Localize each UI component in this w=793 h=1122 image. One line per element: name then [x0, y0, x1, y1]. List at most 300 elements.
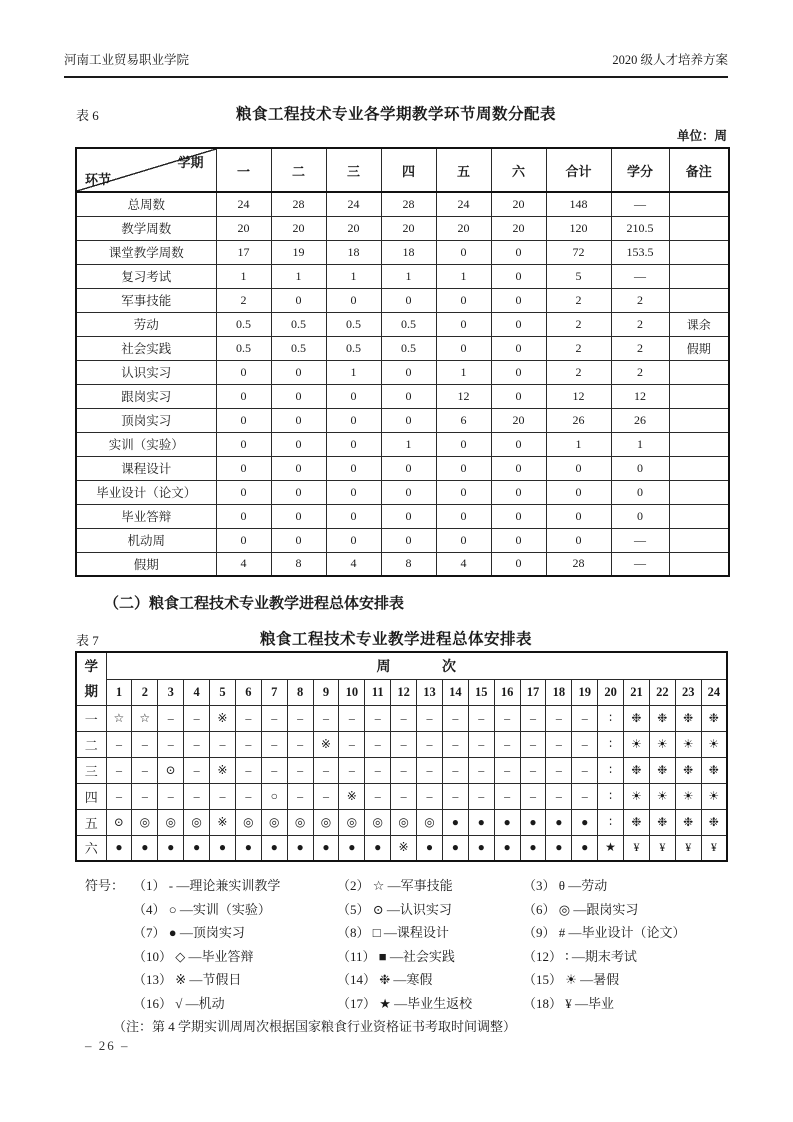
table6-cell: 24 [216, 192, 271, 216]
table6-cell: 0 [381, 408, 436, 432]
table6-cell: 0 [216, 432, 271, 456]
table7-week-symbol-cell: – [391, 783, 417, 809]
table7-week-symbol-cell: – [210, 783, 236, 809]
table7-title: 粮食工程技术专业教学进程总体安排表 [259, 631, 532, 648]
table6-cell: 5 [546, 264, 611, 288]
table6-column-header: 合计 [546, 148, 611, 192]
legend-item: （8） □ —课程设计 [337, 925, 449, 940]
table6-cell: 210.5 [611, 216, 669, 240]
table7-week-symbol-cell: – [235, 757, 261, 783]
table6-cell: 2 [546, 288, 611, 312]
table6-cell: 26 [546, 408, 611, 432]
table6-cell: 0.5 [271, 312, 326, 336]
table7-week-symbol-cell: – [339, 757, 365, 783]
table7-week-symbol-cell: ● [572, 835, 598, 861]
table7-week-symbol-cell: – [106, 783, 132, 809]
table7-week-symbol-cell: – [417, 731, 443, 757]
table6-cell: 0 [436, 336, 491, 360]
table7-week-symbol-cell: – [546, 757, 572, 783]
table6-cell: 0 [271, 384, 326, 408]
table6-cell: 0 [216, 504, 271, 528]
legend-item: （14） ❉ —寒假 [337, 972, 433, 987]
table7-week-symbol-cell: – [520, 757, 546, 783]
legend-prefix [85, 898, 133, 922]
table7-week-symbol-cell: ❉ [701, 809, 727, 835]
table7-week-symbol-cell: – [261, 731, 287, 757]
header-plan-name: 2020 级人才培养方案 [612, 53, 728, 67]
table6-row [76, 312, 729, 336]
table7-week-symbol-cell: ☀ [701, 731, 727, 757]
table6-cell: 1 [326, 264, 381, 288]
table7-week-symbol-cell: ● [261, 835, 287, 861]
table7-week-symbol-cell: ● [313, 835, 339, 861]
table6-cell: 20 [326, 216, 381, 240]
table6-cell: 0 [491, 456, 546, 480]
table7-week-number: 17 [520, 679, 546, 705]
table7-week-number: 13 [417, 679, 443, 705]
table7-week-symbol-cell: – [287, 757, 313, 783]
table6-row-label: 复习考试 [76, 264, 216, 288]
table7-week-symbol-cell: ❉ [649, 757, 675, 783]
table6-cell: 28 [381, 192, 436, 216]
table6-cell: 2 [546, 336, 611, 360]
table6-cell: 0 [546, 480, 611, 504]
table6-row-label: 劳动 [76, 312, 216, 336]
table6-cell: 6 [436, 408, 491, 432]
table7-week-symbol-cell: ❉ [675, 757, 701, 783]
table7-week-symbol-cell: ● [494, 835, 520, 861]
table7-semester-label: 一 [76, 705, 106, 731]
table7-week-symbol-cell: – [391, 757, 417, 783]
table7-week-symbol-cell: – [520, 705, 546, 731]
table6-cell [669, 240, 729, 264]
table6-column-header: 三 [326, 148, 381, 192]
table7-week-symbol-cell: – [132, 783, 158, 809]
table6-caption [64, 102, 728, 124]
table7-week-symbol-cell: ◎ [313, 809, 339, 835]
table6-cell: 0.5 [381, 312, 436, 336]
legend-item: （1） - —理论兼实训教学 [133, 878, 281, 893]
table6-cell: 0 [326, 528, 381, 552]
table7-week-symbol-cell: ☀ [701, 783, 727, 809]
table7-week-symbol-cell: ● [468, 809, 494, 835]
table6-cell: 0.5 [216, 312, 271, 336]
table7-row [76, 783, 727, 809]
table7-semester-header [76, 652, 106, 705]
legend-item: （3） θ —劳动 [523, 878, 608, 893]
table6-cell: 0 [491, 288, 546, 312]
table6-column-header: 二 [271, 148, 326, 192]
table7-week-symbol-cell: ◎ [339, 809, 365, 835]
table6-cell: 0 [491, 552, 546, 576]
table6-cell: 12 [546, 384, 611, 408]
table6-cell: 0 [216, 456, 271, 480]
table7-week-symbol-cell: ❉ [624, 757, 650, 783]
table6-corner-cell [76, 148, 216, 192]
table7-week-symbol-cell: – [546, 705, 572, 731]
table7-semester-label: 六 [76, 835, 106, 861]
table7-week-number: 7 [261, 679, 287, 705]
table6-cell: — [611, 192, 669, 216]
table6-cell [669, 264, 729, 288]
table7-week-symbol-cell: – [158, 783, 184, 809]
legend-item: （4） ○ —实训（实验） [133, 901, 271, 917]
legend-item: （7） ● —顶岗实习 [133, 925, 245, 940]
table7-week-number: 9 [313, 679, 339, 705]
table6-cell: 0 [436, 312, 491, 336]
table6-cell: 0.5 [381, 336, 436, 360]
legend-row [85, 921, 728, 945]
table7-week-symbol-cell: ● [184, 835, 210, 861]
table6-row [76, 408, 729, 432]
table6-cell: 24 [436, 192, 491, 216]
table7-week-number: 16 [494, 679, 520, 705]
table7-week-symbol-cell: – [494, 757, 520, 783]
table6-cell: 2 [611, 360, 669, 384]
table7-week-symbol-cell: – [520, 731, 546, 757]
table6-cell: 0 [326, 384, 381, 408]
table6-cell: 0 [491, 504, 546, 528]
table7-week-symbol-cell: ◎ [235, 809, 261, 835]
table6-cell: 1 [436, 264, 491, 288]
table7-week-symbol-cell: ☀ [624, 783, 650, 809]
table6-row-label: 总周数 [76, 192, 216, 216]
table7-week-symbol-cell: ☀ [675, 731, 701, 757]
table7-week-symbol-cell: ※ [339, 783, 365, 809]
table6-row [76, 288, 729, 312]
table6-cell: 0 [326, 408, 381, 432]
table7-week-symbol-cell: – [235, 731, 261, 757]
table6-cell: 0.5 [271, 336, 326, 360]
table6-cell: 0 [216, 528, 271, 552]
legend-rows [85, 874, 728, 1015]
table7-week-number: 22 [649, 679, 675, 705]
table7-week-number: 4 [184, 679, 210, 705]
table6-cell: 课余 [669, 312, 729, 336]
table7-week-number: 12 [391, 679, 417, 705]
table6-cell: 0 [216, 408, 271, 432]
table7-week-symbol-cell: – [287, 731, 313, 757]
legend-item: （2） ☆ —军事技能 [337, 878, 453, 893]
table7-week-symbol-cell: ● [158, 835, 184, 861]
table7-week-number: 10 [339, 679, 365, 705]
table6-row [76, 360, 729, 384]
table6-cell: 0 [436, 240, 491, 264]
table7-row [76, 705, 727, 731]
table7-week-symbol-cell: – [184, 783, 210, 809]
legend-prefix: 符号： [85, 878, 125, 893]
table7-week-symbol-cell: – [442, 783, 468, 809]
legend-item: （12） ∶ —期末考试 [523, 948, 637, 964]
legend-note: （注：第 4 学期实训周周次根据国家粮食行业资格证书考取时间调整） [113, 1019, 517, 1034]
table6-row-label: 假期 [76, 552, 216, 576]
table7-week-symbol-cell: – [313, 705, 339, 731]
table7-week-symbol-cell: – [468, 731, 494, 757]
table6-title: 粮食工程技术专业各学期教学环节周数分配表 [235, 106, 556, 123]
legend-item: （16） √ —机动 [133, 995, 225, 1011]
table7-semester-label: 二 [76, 731, 106, 757]
table6-row [76, 480, 729, 504]
table7-week-symbol-cell: ● [442, 835, 468, 861]
table6-cell: 1 [611, 432, 669, 456]
table6-cell: 18 [326, 240, 381, 264]
table6-cell: 24 [326, 192, 381, 216]
table6-row [76, 240, 729, 264]
table6-cell: 0 [381, 480, 436, 504]
table6-cell [669, 432, 729, 456]
table7-row [76, 809, 727, 835]
table7-label: 表 7 [76, 633, 99, 648]
table7-week-symbol-cell: ¥ [649, 835, 675, 861]
table6-row-label: 毕业答辩 [76, 504, 216, 528]
table7-week-symbol-cell: ☀ [624, 731, 650, 757]
table7-week-symbol-cell: ¥ [624, 835, 650, 861]
table6-cell: 120 [546, 216, 611, 240]
table7-week-symbol-cell: – [132, 757, 158, 783]
table7-week-symbol-cell: ※ [210, 809, 236, 835]
corner-link-label: 环节 [85, 172, 112, 187]
table7-week-symbol-cell: ● [210, 835, 236, 861]
table7-week-symbol-cell: ◎ [287, 809, 313, 835]
legend-prefix [85, 945, 133, 969]
table6-cell: 28 [271, 192, 326, 216]
table7-week-symbol-cell: ※ [210, 705, 236, 731]
table6-cell: 0 [436, 528, 491, 552]
table6-cell: 0 [381, 456, 436, 480]
table6-cell: 1 [271, 264, 326, 288]
table6-cell: 148 [546, 192, 611, 216]
legend-item: （13） ※ —节假日 [133, 972, 242, 987]
table7-week-symbol-cell: ● [572, 809, 598, 835]
table7-week-symbol-cell: ● [468, 835, 494, 861]
table7-week-symbol-cell: ● [132, 835, 158, 861]
table7-week-number: 19 [572, 679, 598, 705]
table7-week-number: 11 [365, 679, 391, 705]
table6-column-header: 四 [381, 148, 436, 192]
legend-prefix [85, 992, 133, 1016]
table6-cell: 0 [491, 336, 546, 360]
table7-week-number: 14 [442, 679, 468, 705]
table6-cell: 2 [546, 312, 611, 336]
table7-week-symbol-cell: – [572, 705, 598, 731]
table6-cell: 20 [216, 216, 271, 240]
table7-week-symbol-cell: ※ [391, 835, 417, 861]
table7-week-symbol-cell: ● [520, 809, 546, 835]
table6-cell: 0 [271, 528, 326, 552]
table6-cell: 4 [436, 552, 491, 576]
table6-cell: 0 [326, 432, 381, 456]
table6-cell: — [611, 264, 669, 288]
table6-row-label: 跟岗实习 [76, 384, 216, 408]
table6-cell: 0 [271, 480, 326, 504]
table7-week-symbol-cell: ❉ [675, 705, 701, 731]
table7-week-symbol-cell: – [313, 783, 339, 809]
table7-week-symbol-cell: – [235, 783, 261, 809]
table7-week-symbol-cell: ∶ [598, 705, 624, 731]
table7-week-symbol-cell: – [572, 757, 598, 783]
table7-week-symbol-cell: – [442, 757, 468, 783]
table6-cell [669, 216, 729, 240]
table7-week-symbol-cell: – [261, 705, 287, 731]
table7-row [76, 835, 727, 861]
table6-cell: 0 [381, 360, 436, 384]
table6-cell: 0 [271, 408, 326, 432]
table6-cell: 2 [611, 312, 669, 336]
table6-cell: 0 [271, 288, 326, 312]
table7-week-symbol-cell: ◎ [158, 809, 184, 835]
legend-prefix [85, 921, 133, 945]
table7-week-symbol-cell: ◎ [261, 809, 287, 835]
table6-row [76, 336, 729, 360]
table6-weekly-distribution [75, 147, 730, 577]
legend-item: （11） ■ —社会实践 [337, 948, 455, 964]
table7-week-number: 8 [287, 679, 313, 705]
table6-cell [669, 480, 729, 504]
table6-cell: 1 [381, 432, 436, 456]
week-header-char-left: 周 [376, 659, 391, 675]
table6-cell: 0 [326, 504, 381, 528]
table6-cell: 1 [326, 360, 381, 384]
table7-week-number: 5 [210, 679, 236, 705]
table6-cell [669, 456, 729, 480]
table7-week-symbol-cell: – [572, 783, 598, 809]
table7-week-symbol-cell: ◎ [365, 809, 391, 835]
legend-item: （10） ◇ —毕业答辩 [133, 948, 254, 964]
table6-cell: 0 [381, 288, 436, 312]
table6-header-row [76, 148, 729, 192]
table7-week-number: 24 [701, 679, 727, 705]
table7-week-symbol-cell: ∶ [598, 809, 624, 835]
table7-week-number: 21 [624, 679, 650, 705]
table7-week-symbol-cell: – [572, 731, 598, 757]
table6-cell [669, 528, 729, 552]
table6-row [76, 504, 729, 528]
table6-cell: 2 [611, 288, 669, 312]
table7-header-row-1 [76, 652, 727, 679]
table7-week-symbol-cell: – [494, 705, 520, 731]
table7-week-symbol-cell: ● [235, 835, 261, 861]
table6-cell: 1 [546, 432, 611, 456]
table6-row [76, 432, 729, 456]
table6-cell: 20 [491, 192, 546, 216]
table6-cell: 0 [436, 456, 491, 480]
table6-cell [669, 288, 729, 312]
table7-week-number: 15 [468, 679, 494, 705]
table6-row-label: 课程设计 [76, 456, 216, 480]
table7-week-symbol-cell: – [417, 783, 443, 809]
table6-row [76, 192, 729, 216]
table7-week-symbol-cell: – [468, 757, 494, 783]
table7-week-symbol-cell: ◎ [184, 809, 210, 835]
legend-item: （18） ¥ —毕业 [523, 995, 615, 1011]
table7-week-symbol-cell: – [210, 731, 236, 757]
table6-cell: 0 [436, 288, 491, 312]
table7-week-symbol-cell: ❉ [701, 705, 727, 731]
table6-cell: 20 [271, 216, 326, 240]
table7-week-symbol-cell: – [184, 757, 210, 783]
table6-cell: 26 [611, 408, 669, 432]
table6-cell: 2 [546, 360, 611, 384]
table6-cell: 72 [546, 240, 611, 264]
table6-cell: 0 [491, 312, 546, 336]
table7-week-symbol-cell: – [442, 705, 468, 731]
table7-week-number: 6 [235, 679, 261, 705]
table7-week-symbol-cell: ● [520, 835, 546, 861]
corner-semester-label: 学期 [177, 155, 204, 170]
table6-cell: 0 [271, 456, 326, 480]
table7-week-symbol-cell: ※ [210, 757, 236, 783]
table7-week-symbol-cell: ● [442, 809, 468, 835]
table7-week-symbol-cell: ¥ [675, 835, 701, 861]
table7-semester-label: 四 [76, 783, 106, 809]
legend-row [85, 898, 728, 922]
table6-cell: 0.5 [216, 336, 271, 360]
table7-week-symbol-cell: – [132, 731, 158, 757]
table6-cell [669, 408, 729, 432]
week-header-char-right: 次 [442, 659, 456, 675]
table7-week-symbol-cell: – [520, 783, 546, 809]
table6-cell: 20 [491, 408, 546, 432]
table7-week-symbol-cell: ● [417, 835, 443, 861]
table7-week-symbol-cell: – [468, 783, 494, 809]
legend-row [85, 992, 728, 1016]
table6-cell [669, 552, 729, 576]
table7-week-symbol-cell: ● [106, 835, 132, 861]
table6-cell: 8 [271, 552, 326, 576]
table6-cell: 0 [271, 432, 326, 456]
table6-cell: 18 [381, 240, 436, 264]
table6-label: 表 6 [76, 108, 99, 123]
table7-week-symbol-cell: ● [339, 835, 365, 861]
table6-cell: 0 [546, 528, 611, 552]
table7-week-symbol-cell: – [391, 731, 417, 757]
table7-week-symbol-cell: – [339, 731, 365, 757]
table6-unit: 单位：周 [676, 129, 727, 143]
table7-week-number: 2 [132, 679, 158, 705]
table6-cell: 19 [271, 240, 326, 264]
table6-row-label: 社会实践 [76, 336, 216, 360]
table7-week-symbol-cell: – [313, 757, 339, 783]
table7-week-symbol-cell: – [546, 783, 572, 809]
table6-row-label: 机动周 [76, 528, 216, 552]
table6-cell: 2 [611, 336, 669, 360]
table7-week-symbol-cell: ※ [313, 731, 339, 757]
table6-column-header: 六 [491, 148, 546, 192]
table7-week-symbol-cell: ⊙ [106, 809, 132, 835]
table6-cell: — [611, 528, 669, 552]
table6-cell: 0 [491, 384, 546, 408]
table7-week-symbol-cell: – [417, 705, 443, 731]
table7-teaching-progress [75, 651, 728, 862]
table7-week-number: 23 [675, 679, 701, 705]
table6-cell [669, 360, 729, 384]
legend-item: （17） ★ —毕业生返校 [337, 995, 473, 1011]
table6-cell: 0 [381, 384, 436, 408]
table6-cell: 12 [436, 384, 491, 408]
table7-week-symbol-cell: – [287, 783, 313, 809]
table6-cell: 20 [436, 216, 491, 240]
table6-cell: 0 [216, 480, 271, 504]
table7-week-symbol-cell: – [106, 731, 132, 757]
table6-cell: 0 [271, 360, 326, 384]
table6-cell: 8 [381, 552, 436, 576]
table7-semester-label: 五 [76, 809, 106, 835]
table6-cell: 0 [326, 480, 381, 504]
table6-cell: 0 [491, 432, 546, 456]
section-heading: （二）粮食工程技术专业教学进程总体安排表 [104, 596, 405, 612]
table7-week-symbol-cell: – [494, 731, 520, 757]
table7-week-symbol-cell: – [468, 705, 494, 731]
